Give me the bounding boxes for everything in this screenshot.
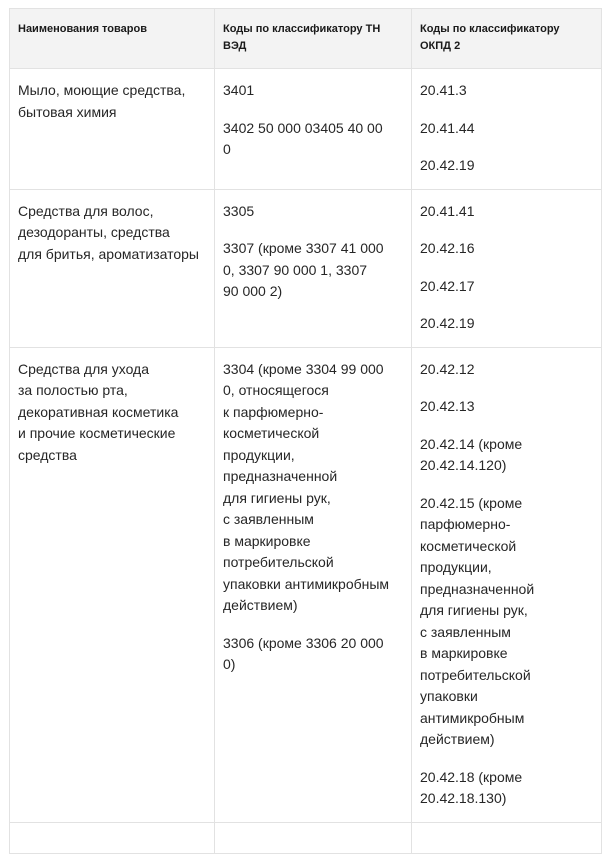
okpd2-code-entry <box>420 434 593 477</box>
cell-text-line: Средства для волос, <box>18 202 154 219</box>
tnved-code-entry <box>223 80 403 102</box>
tnved-code-entry <box>223 633 403 676</box>
product-name-cell <box>10 189 215 347</box>
cell-text-line: косметической <box>420 537 517 554</box>
table-row <box>10 69 602 190</box>
cell-text-line: действием) <box>420 731 495 747</box>
okpd2-code-entry <box>420 201 593 223</box>
okpd2-code-entry <box>420 313 593 335</box>
cell-text-line: антимикробным <box>420 709 525 726</box>
cell-text-line: бытовая химия <box>18 103 117 120</box>
tnved-code-entry <box>223 201 403 223</box>
cell-text-line: 0, относящегося <box>223 382 329 398</box>
okpd2-code-entry <box>420 767 593 810</box>
product-codes-table <box>9 8 602 854</box>
tnved-codes-cell <box>215 69 412 190</box>
cell-text-line: в маркировке <box>223 532 311 549</box>
okpd2-code-entry <box>420 493 593 751</box>
table-cell-empty <box>215 822 412 853</box>
cell-text-line: продукции, <box>420 559 492 575</box>
cell-text-line: упаковки антимикробным <box>223 575 390 592</box>
cell-text-line: 20.41.41 <box>420 202 475 219</box>
okpd2-code-entry <box>420 359 593 381</box>
cell-text-line: упаковки <box>420 688 478 704</box>
tnved-codes-cell <box>215 189 412 347</box>
cell-text-line: 3401 <box>223 82 255 98</box>
cell-text-line: косметической <box>223 425 320 441</box>
tnved-code-entry <box>223 359 403 617</box>
cell-text-line: 20.42.19 <box>420 157 475 173</box>
cell-text-line: 0 <box>223 141 231 157</box>
cell-text-line: 20.42.18 (кроме <box>420 768 523 785</box>
okpd2-code-entry <box>420 118 593 140</box>
okpd2-codes-cell <box>412 189 602 347</box>
okpd2-code-entry <box>420 276 593 298</box>
okpd2-code-entry <box>420 396 593 418</box>
table-row <box>10 189 602 347</box>
table-row <box>10 347 602 822</box>
table-cell-empty <box>412 822 602 853</box>
cell-text-line: 20.42.16 <box>420 240 475 256</box>
okpd2-codes-cell <box>412 69 602 190</box>
cell-text-line: средства <box>18 446 77 463</box>
header-tnved-codes: Коды по классификатору ТН ВЭД <box>215 9 412 69</box>
cell-text-line: 3402 50 000 03405 40 00 <box>223 119 383 136</box>
header-product-names: Наименования товаров <box>10 9 215 69</box>
product-name-cell <box>10 347 215 822</box>
cell-text-line: для гигиены рук, <box>223 489 331 506</box>
header-okpd2-codes: Коды по классификатору ОКПД 2 <box>412 9 602 69</box>
cell-text-line: 3306 (кроме 3306 20 000 <box>223 634 384 651</box>
cell-text-line: Средства для ухода <box>18 360 149 377</box>
cell-text-line: продукции, <box>223 446 295 463</box>
tnved-code-entry <box>223 238 403 303</box>
cell-text-line: 20.42.12 <box>420 360 475 377</box>
cell-text-line: с заявленным <box>223 511 314 527</box>
okpd2-code-entry <box>420 155 593 177</box>
cell-text-line: парфюмерно- <box>420 516 511 532</box>
tnved-codes-cell <box>215 347 412 822</box>
table-cell-empty <box>10 822 215 853</box>
cell-text-line: 20.42.19 <box>420 315 475 331</box>
cell-text-line: 3305 <box>223 202 255 219</box>
header-row <box>10 9 602 69</box>
okpd2-codes-cell <box>412 347 602 822</box>
cell-text-line: 3304 (кроме 3304 99 000 <box>223 360 384 377</box>
cell-text-line: декоративная косметика <box>18 403 179 420</box>
cell-text-line: 20.42.17 <box>420 277 475 294</box>
cell-text-line: 20.42.18.130) <box>420 790 507 806</box>
cell-text-line: 90 000 2) <box>223 283 283 299</box>
table-header <box>10 9 602 69</box>
cell-text-line: за полостью рта, <box>18 382 128 398</box>
cell-text-line: 0, 3307 90 000 1, 3307 <box>223 261 368 278</box>
cell-text-line: для гигиены рук, <box>420 602 528 618</box>
cell-text-line: в маркировке <box>420 645 508 661</box>
cell-text-line: 20.42.13 <box>420 398 475 414</box>
cell-text-line: 0) <box>223 656 236 672</box>
okpd2-code-entry <box>420 238 593 260</box>
cell-text-line: 3307 (кроме 3307 41 000 <box>223 240 384 256</box>
okpd2-code-entry <box>420 80 593 102</box>
table-body <box>10 69 602 854</box>
tnved-code-entry <box>223 118 403 161</box>
cell-text-line: предназначенной <box>223 468 338 484</box>
cell-text-line: 20.42.15 (кроме <box>420 494 523 511</box>
cell-text-line: предназначенной <box>420 580 535 597</box>
cell-text-line: для бритья, ароматизаторы <box>18 245 199 262</box>
cell-text-line: потребительской <box>420 666 531 683</box>
table-row-partial <box>10 822 602 853</box>
product-name-cell <box>10 69 215 190</box>
cell-text-line: 20.42.14.120) <box>420 457 507 473</box>
cell-text-line: к парфюмерно- <box>223 403 324 420</box>
cell-text-line: дезодоранты, средства <box>18 224 170 240</box>
cell-text-line: Мыло, моющие средства, <box>18 82 186 98</box>
cell-text-line: и прочие косметические <box>18 425 176 441</box>
cell-text-line: с заявленным <box>420 623 511 640</box>
cell-text-line: 20.41.3 <box>420 82 467 98</box>
cell-text-line: действием) <box>223 597 298 613</box>
cell-text-line: 20.42.14 (кроме <box>420 435 523 452</box>
cell-text-line: 20.41.44 <box>420 119 475 136</box>
cell-text-line: потребительской <box>223 554 334 570</box>
